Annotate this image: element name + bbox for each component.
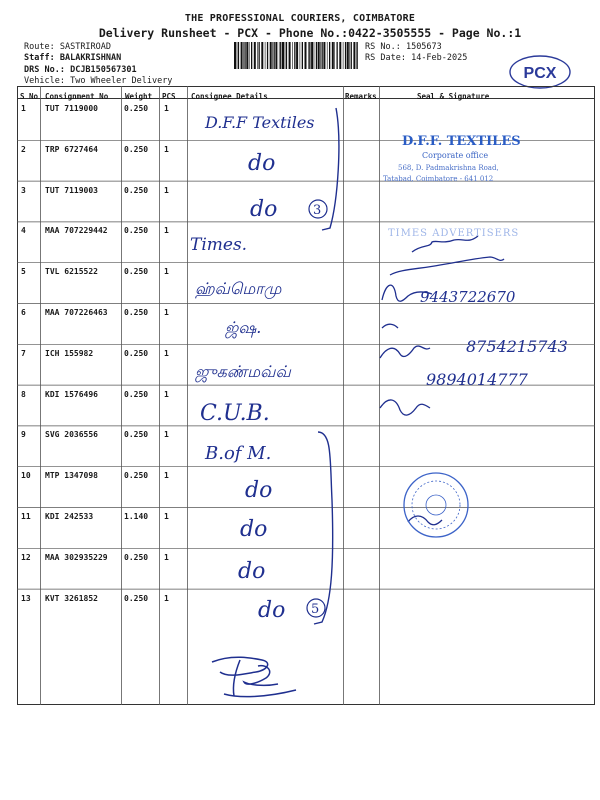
- cell-consignment: SVG 2036556: [45, 430, 98, 440]
- col-pcs-header: PCS: [162, 92, 176, 101]
- cell-consignment: KDI 242533: [45, 512, 94, 521]
- company-title: THE PROFESSIONAL COURIERS, COIMBATORE: [184, 13, 416, 24]
- staff-label: Staff:: [24, 53, 55, 63]
- col-seal-header: Seal & Signature: [417, 92, 490, 101]
- cell-pcs: 1: [164, 471, 169, 481]
- vehicle-label: Vehicle:: [24, 76, 65, 86]
- hw-r4: Times.: [190, 235, 248, 255]
- cell-sno: 1: [21, 104, 26, 113]
- staff-line: [24, 53, 121, 64]
- col-weight-header: Weight: [125, 92, 153, 101]
- table-grid: [17, 86, 595, 705]
- cell-sno: 4: [21, 226, 26, 236]
- rs-no-line: [365, 42, 442, 53]
- route-value: SASTRIROAD: [59, 42, 112, 52]
- dff-stamp-line1: Corporate office: [422, 151, 489, 160]
- pcx-stamp-text: PCX: [523, 65, 557, 82]
- cell-sno: 10: [21, 471, 31, 481]
- cell-sno: 8: [21, 389, 26, 399]
- cell-consignment: TUT 7119003: [45, 185, 98, 195]
- cell-consignment: MAA 707229442: [45, 226, 108, 236]
- rs-date-line: [365, 53, 467, 64]
- cell-pcs: 1: [164, 552, 169, 562]
- cell-weight: 0.250: [124, 144, 149, 154]
- rs-no-value: 1505673: [405, 42, 442, 52]
- cell-weight: 0.250: [124, 226, 149, 236]
- cell-consignment: TUT 7119000: [45, 104, 98, 113]
- dff-stamp-line2: 568, D. Padmakrishna Road,: [398, 164, 499, 172]
- hw-r1: D.F.F Textiles: [205, 113, 315, 132]
- cell-sno: 11: [21, 512, 31, 521]
- cell-consignment: MAA 302935229: [45, 552, 108, 562]
- vehicle-line: [24, 76, 172, 87]
- hw-r6: ஜ்ஷ.: [225, 318, 262, 337]
- cell-consignment: TVL 6215522: [45, 267, 98, 277]
- cell-weight: 0.250: [124, 552, 149, 562]
- hw-r3-circle: 3: [313, 203, 322, 218]
- cell-sno: 9: [21, 430, 26, 440]
- hw-r10: do: [245, 478, 273, 503]
- cell-weight: 0.250: [124, 267, 149, 277]
- barcode-icon: [234, 42, 358, 69]
- times-stamp-name: TIMES ADVERTISERS: [388, 228, 520, 239]
- col-consignee-header: Consignee Details: [191, 92, 268, 101]
- runsheet-subtitle: Delivery Runsheet - PCX - Phone No.:0422-3505555 - Page No.:1: [98, 26, 522, 40]
- hw-r5: ஹ்வ்மொமு: [195, 279, 282, 298]
- cell-consignment: KDI 1576496: [45, 389, 98, 399]
- hw-r9: B.of M.: [205, 443, 272, 464]
- cell-weight: 0.250: [124, 389, 149, 399]
- cell-weight: 0.250: [124, 308, 149, 317]
- cell-pcs: 1: [164, 593, 169, 603]
- hw-r13-circle: 5: [311, 602, 320, 617]
- vehicle-value: Two Wheeler Delivery: [70, 76, 173, 86]
- drs-line: [24, 65, 137, 76]
- cell-sno: 12: [21, 552, 31, 562]
- dff-stamp-line3: Tatabad, Coimbatore - 641 012: [383, 175, 494, 183]
- hw-r7: ஜுகண்மவ்வ்: [195, 362, 291, 381]
- cell-sno: 7: [21, 348, 26, 358]
- col-consignment-header: Consignment No: [45, 92, 109, 101]
- cell-pcs: 1: [164, 512, 169, 521]
- cell-weight: 0.250: [124, 430, 149, 440]
- route-label: Route:: [24, 42, 55, 52]
- cell-pcs: 1: [164, 308, 169, 317]
- cell-sno: 3: [21, 185, 26, 195]
- cell-weight: 0.250: [124, 471, 149, 481]
- cell-weight: 0.250: [124, 593, 149, 603]
- cell-consignment: ICH 155982: [45, 348, 94, 358]
- hw-r11: do: [240, 517, 268, 542]
- cell-pcs: 1: [164, 389, 169, 399]
- cell-consignment: TRP 6727464: [45, 144, 98, 154]
- cell-consignment: MTP 1347098: [45, 471, 98, 481]
- cell-pcs: 1: [164, 430, 169, 440]
- cell-sno: 13: [21, 593, 31, 603]
- cell-pcs: 1: [164, 226, 169, 236]
- cell-consignment: KVT 3261852: [45, 593, 98, 603]
- col-remarks-header: Remarks: [345, 92, 377, 101]
- hw-r3: do: [250, 197, 278, 222]
- cell-weight: 0.250: [124, 185, 149, 195]
- staff-value: BALAKRISHNAN: [59, 53, 122, 63]
- cell-sno: 6: [21, 308, 26, 317]
- rs-date-label: RS Date:: [365, 53, 406, 63]
- col-sno-header: S No: [20, 92, 39, 101]
- dff-stamp-name: D.F.F. TEXTILES: [402, 134, 521, 149]
- cell-weight: 1.140: [124, 512, 149, 521]
- cell-pcs: 1: [164, 144, 169, 154]
- cell-pcs: 1: [164, 104, 169, 113]
- cell-sno: 2: [21, 144, 26, 154]
- hw-r8: C.U.B.: [200, 401, 270, 426]
- hw-r13: do: [258, 598, 286, 623]
- hw-phone2: 8754215743: [466, 337, 568, 356]
- rs-no-label: RS No.:: [365, 42, 401, 52]
- cell-pcs: 1: [164, 185, 169, 195]
- drs-label: DRS No.:: [24, 65, 65, 75]
- cell-consignment: MAA 707226463: [45, 308, 108, 317]
- rs-date-value: 14-Feb-2025: [411, 53, 468, 63]
- hw-phone3: 9894014777: [426, 370, 528, 389]
- cell-pcs: 1: [164, 267, 169, 277]
- cell-pcs: 1: [164, 348, 169, 358]
- hw-r2: do: [248, 151, 276, 176]
- cell-weight: 0.250: [124, 104, 149, 113]
- cell-weight: 0.250: [124, 348, 149, 358]
- runsheet-table: [17, 86, 595, 705]
- hw-phone1: 9443722670: [420, 288, 516, 306]
- hw-r12: do: [238, 559, 266, 584]
- drs-value: DCJB150567301: [70, 65, 137, 75]
- cell-sno: 5: [21, 267, 26, 277]
- route-line: [24, 42, 111, 53]
